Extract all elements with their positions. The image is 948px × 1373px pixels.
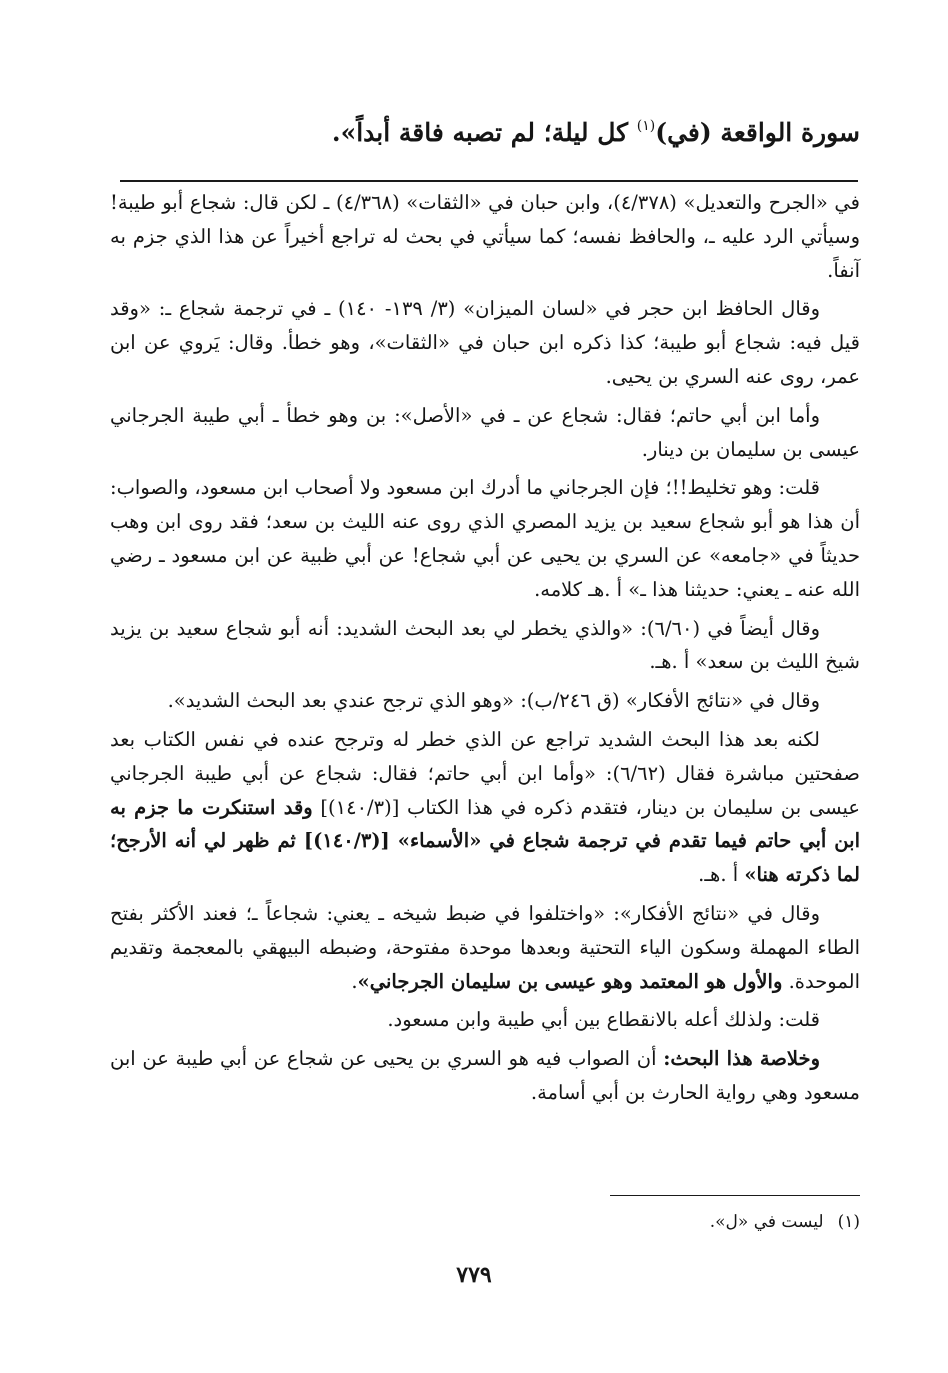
top-separator-rule [120, 180, 858, 182]
footnote-reference: (١) [636, 118, 656, 134]
text-run: قلت: وهو تخليط!!؛ فإن الجرجاني ما أدرك ابن مسعود ولا أصحاب ابن مسعود، والصواب: أن هذا هو أبو شجاع سعيد بن يزيد المصري الذي روى عنه الليث بن سعد؛ فقد روى ابن وهب حديثاً في «جامعه» عن السري بن يحيى عن أبي شجاع! عن أبي ظبية عن ابن مسعود ـ رضي الله عنه ـ يعني: حديثنا هذا ـ» أ .هـ كلامه. [110, 476, 860, 601]
text-run: وقال الحافظ ابن حجر في «لسان الميزان» (٣/ ١٣٩- ١٤٠) ـ في ترجمة شجاع ـ: «وقد قيل فيه: شجاع أبو طيبة؛ كذا ذكره ابن حبان في «الثقات»، وهو خطأ. وقال: يَروي عن ابن عمر، روى عنه السري بن يحيى. [110, 297, 860, 388]
footnote [120, 1208, 860, 1236]
paragraph [110, 399, 860, 467]
bold-run: وقد استنكرت ما جزم به ابن أبي حاتم فيما تقدم في ترجمة شجاع في «الأسماء» [(١٤٠/٣)] ثم ظهر لي أنه الأرجح؛ لما ذكرته هنا» [110, 795, 861, 887]
paragraph [110, 684, 860, 718]
carryover-text: سورة الواقعة (في) [655, 118, 860, 147]
paragraph [110, 897, 860, 998]
text-run: أ .هـ. [698, 863, 745, 887]
text-run: أن الصواب فيه هو السري بن يحيى عن شجاع عن أبي طيبة عن ابن مسعود وهي رواية الحارث بن أبي أسامة. [110, 1047, 860, 1104]
bold-run: والأول هو المعتمد وهو عيسى بن سليمان الجرجاني» [357, 969, 783, 993]
paragraph [110, 1003, 860, 1037]
text-run: قلت: ولذلك أعله بالانقطاع بين أبي طيبة وابن مسعود. [387, 1008, 820, 1032]
text-run: في «الجرح والتعديل» (٤/٣٧٨)، وابن حبان في «الثقات» (٤/٣٦٨) ـ لكن قال: شجاع أبو طيبة! وسيأتي الرد عليه ـ، والحافظ نفسه؛ كما سيأتي في بحث له تراجع أخيراً عن هذا الذي جزم به آنفاً. [110, 191, 860, 282]
paragraph [110, 612, 860, 680]
text-run: . [351, 969, 358, 993]
bold-run: وخلاصة هذا البحث: [663, 1047, 820, 1071]
paragraph [110, 292, 860, 393]
carryover-text-end: كل ليلة؛ لم تصبه فاقة أبداً». [331, 118, 637, 147]
footnote-separator-rule [610, 1195, 860, 1196]
paragraph [110, 471, 860, 606]
paragraph [110, 1042, 860, 1110]
text-run: وقال في «نتائج الأفكار» (ق ٢٤٦/ب): «وهو الذي ترجح عندي بعد البحث الشديد». [167, 689, 820, 713]
carryover-line [100, 100, 860, 159]
page-number: ٧٧٩ [456, 1262, 492, 1288]
text-run: وأما ابن أبي حاتم؛ فقال: شجاع عن ـ في «الأصل»: بن وهو خطأ ـ أبي طيبة الجرجاني عيسى بن سليمان بن دينار. [110, 403, 860, 461]
text-run: وقال في «نتائج الأفكار»: «واختلفوا في ضبط شيخه ـ يعني: شجاعاً ـ؛ فعند الأكثر بفتح الطاء المهملة وسكون الياء التحتية وبعدها موحدة مفتوحة، وضبطه البيهقي بالمعجمة وتقديم الموحدة. [110, 901, 860, 993]
text-run: وقال أيضاً في (٦/٦٠): «والذي يخطر لي بعد البحث الشديد: أنه أبو شجاع سعيد بن يزيد شيخ الليث بن سعد» أ .هـ. [110, 616, 860, 674]
paragraph [110, 186, 860, 287]
text-run: لكنه بعد هذا البحث الشديد تراجع عن الذي خطر له وترجح عنده في نفس الكتاب بعد صفحتين مباشرة فقال (٦/٦٢): «وأما ابن أبي حاتم؛ فقال: شجاع عن أبي طيبة الجرجاني عيسى بن سليمان بن دينار، فتقدم ذكره في هذا الكتاب [(١٤٠/٣)] [110, 727, 860, 819]
footnote-number: (١) [837, 1212, 860, 1232]
commentary-body [110, 186, 860, 1171]
paragraph [110, 723, 860, 892]
footnote-text: ليست في «ل». [709, 1212, 824, 1232]
